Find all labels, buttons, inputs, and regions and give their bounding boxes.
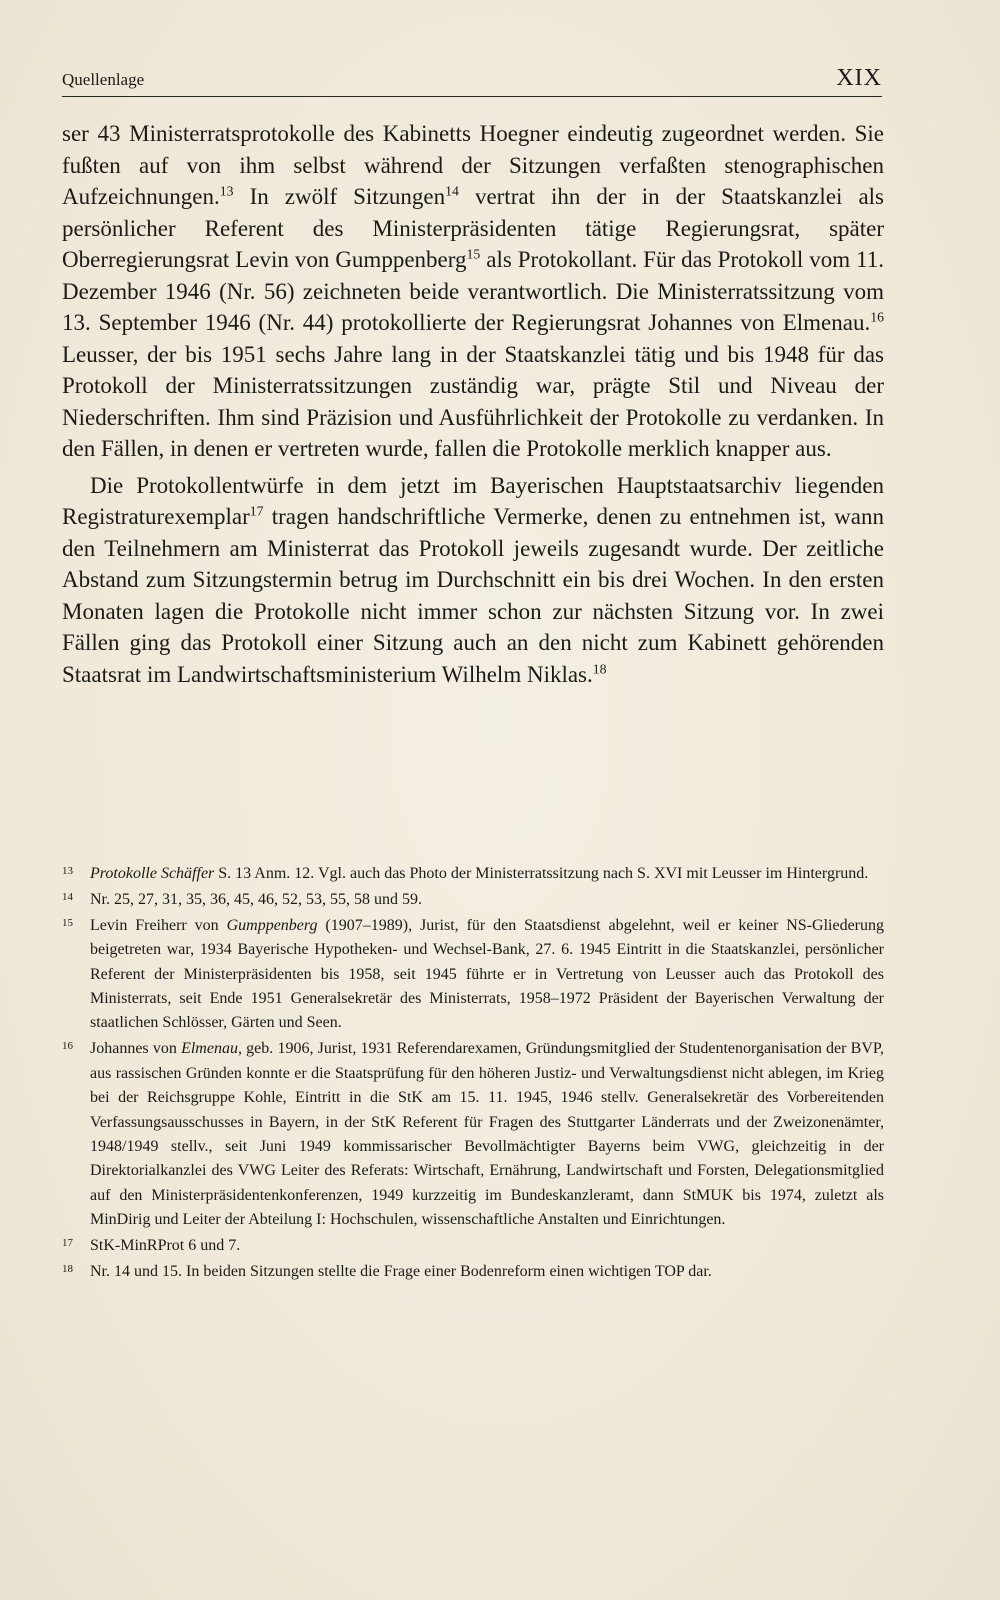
footnote-13 — [62, 862, 884, 886]
footnote-run: , geb. 1906, Jurist, 1931 Referendarexamen, Gründungsmitglied der Studentenorganisation der BVP, aus rassischen Gründen konnte er die Staatsprüfung für den höheren Justiz- und Verwaltungsdienst nicht ablegen, im Krieg bei der Reichsgruppe Kohle, Eintritt in die StK am 15. 11. 1945, 1946 stellv. Generalsekretär des Vorbereitenden Verfassungsausschusses in Bayern, in der StK Referent für Fragen des Stuttgarter Länderrats und der Zweizonenämter, 1948/1949 stellv., seit Juni 1949 kommissarischer Bevollmächtigter Bayerns beim VWG, gleichzeitig in der Direktorialkanzlei des VWG Leiter des Referats: Wirtschaft, Ernährung, Landwirtschaft und Forsten, Delegationsmitglied auf den Ministerpräsidentenkonferenzen, 1949 kurzzeitig im Bundeskanzleramt, dann StMUK bis 1974, zuletzt als MinDirig und Leiter der Abteilung I: Hochschulen, wissenschaftliche Anstalten und Einrichtungen. — [90, 1040, 884, 1229]
footnote-ref-17: 17 — [249, 503, 264, 519]
footnote-number: 15 — [62, 916, 73, 929]
text-run: als Protokollant. Für das Protokoll vom 11. Dezember 1946 (Nr. 56) zeichneten beide verantwortlich. Die Ministerratssitzung vom 13. September 1946 (Nr. 44) protokollierte der Regierungsrat Johannes von Elmenau. — [62, 247, 884, 335]
text-run: Leusser, der bis 1951 sechs Jahre lang in der Staatskanzlei tätig und bis 1948 für das Protokoll der Ministerratssitzungen zuständig war, prägte Stil und Niveau der Niederschriften. Ihm sind Präzision und Ausführlichkeit der Protokolle zu verdanken. In den Fällen, in denen er vertreten wurde, fallen die Protokolle merklich knapper aus. — [62, 341, 884, 461]
footnotes — [62, 862, 884, 1286]
footnote-16 — [62, 1037, 884, 1232]
footnote-italic: Protokolle Schäffer — [90, 865, 215, 882]
paragraph-2 — [62, 470, 884, 691]
footnote-text: Nr. 25, 27, 31, 35, 36, 45, 46, 52, 53, 55, 58 und 59. — [90, 890, 422, 908]
paragraph-1 — [62, 118, 884, 465]
footnote-text: Nr. 14 und 15. In beiden Sitzungen stellte die Frage einer Bodenreform einen wichtigen TOP dar. — [90, 1263, 712, 1280]
footnote-18 — [62, 1260, 884, 1284]
footnote-15 — [62, 914, 884, 1036]
footnote-run: (1907–1989), Jurist, für den Staatsdienst abgelehnt, weil er keiner NS-Gliederung beigetreten war, 1934 Bayerische Hypotheken- und Wechsel-Bank, 27. 6. 1945 Eintritt in die Staatskanzlei, persönlicher Referent der Ministerpräsidenten bis 1958, seit 1945 führte er in Vertretung von Leusser auch das Protokoll des Ministerrats, seit Ende 1951 Generalsekretär des Ministerrats, 1958–1972 Präsident der Bayerischen Verwaltung der staatlichen Schlösser, Gärten und Seen. — [90, 916, 884, 1032]
footnote-ref-18: 18 — [592, 660, 607, 676]
footnote-number: 18 — [62, 1263, 73, 1275]
text-run: ser 43 Ministerratsprotokolle des Kabinetts Hoegner eindeutig zugeordnet werden. Sie fußten auf von ihm selbst während der Sitzungen verfaßten stenographischen Aufzeichnungen. — [62, 121, 884, 209]
footnote-text: StK-MinRProt 6 und 7. — [90, 1237, 241, 1255]
running-head-title: Quellenlage — [62, 70, 145, 89]
footnote-ref-14: 14 — [445, 183, 459, 199]
page-number: XIX — [836, 65, 882, 91]
text-run: vertrat ihn der in der Staatskanzlei als persönlicher Referent des Ministerpräsidenten tätige Regierungsrat, später Oberregierungsrat Levin von Gumppenberg — [62, 184, 884, 272]
text-run: Die Protokollentwürfe in dem jetzt im Bayerischen Hauptstaatsarchiv liegenden Registraturexemplar — [62, 472, 884, 529]
footnote-run: S. 13 Anm. 12. Vgl. auch das Photo der Ministerratssitzung nach S. XVI mit Leusser im Hintergrund. — [214, 865, 869, 882]
footnote-text — [90, 914, 884, 1036]
footnote-ref-13: 13 — [219, 183, 234, 199]
footnote-run: Johannes von — [90, 1040, 182, 1058]
footnote-text — [90, 1037, 884, 1232]
footnote-14 — [62, 888, 884, 912]
text-run: tragen handschriftliche Vermerke, denen zu entnehmen ist, wann den Teilnehmern am Ministerrat das Protokoll jeweils zugesandt wurde. Der zeitliche Abstand zum Sitzungstermin betrug im Durchschnitt ein bis drei Wochen. In den ersten Monaten lagen die Protokolle nicht immer schon zur nächsten Sitzung vor. In zwei Fällen ging das Protokoll einer Sitzung auch an den nicht zum Kabinett gehörenden Staatsrat im Landwirtschaftsministerium Wilhelm Niklas. — [62, 504, 884, 687]
footnote-number: 16 — [62, 1040, 73, 1053]
running-head — [62, 58, 882, 97]
footnote-number: 13 — [62, 865, 73, 877]
footnote-text — [90, 862, 884, 886]
footnote-ref-16: 16 — [870, 309, 884, 325]
footnote-number: 14 — [62, 890, 73, 903]
footnote-number: 17 — [62, 1237, 73, 1250]
footnote-17 — [62, 1234, 884, 1258]
text-run: In zwölf Sitzungen — [233, 184, 446, 209]
main-text — [62, 118, 884, 690]
footnote-italic: Elmenau — [181, 1040, 238, 1058]
footnote-ref-15: 15 — [466, 246, 481, 262]
footnote-italic: Gumppenberg — [226, 916, 318, 934]
footnote-run: Levin Freiherr von — [90, 916, 227, 934]
